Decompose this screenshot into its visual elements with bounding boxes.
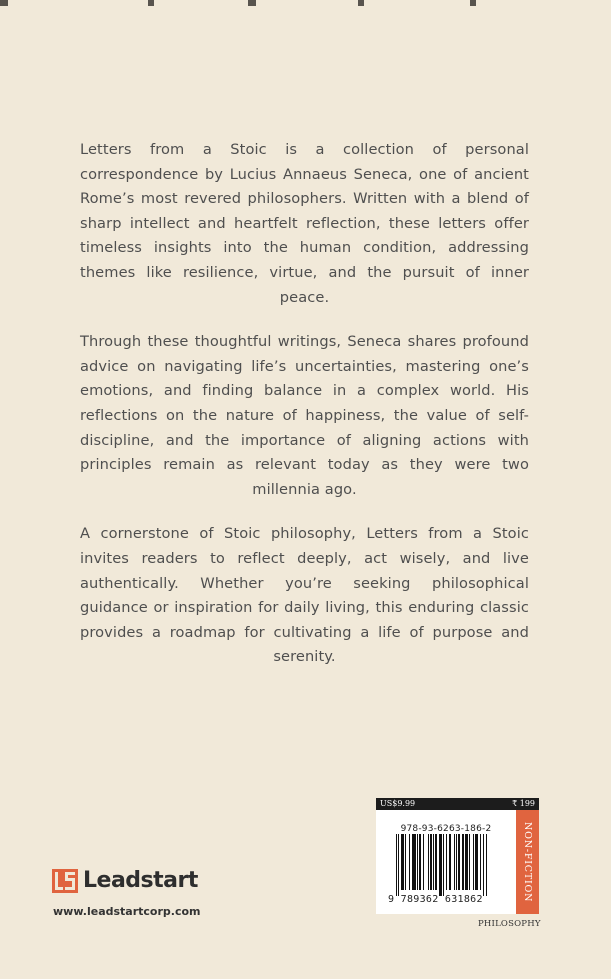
- publisher-name: Leadstart: [83, 867, 198, 893]
- blurb-paragraph-1: Letters from a Stoic is a collection of personal correspondence by Lucius Annaeus Seneca, one of ancient Rome’s most revered philosophers. Written with a blend of sharp intellect and heartfelt reflection, these letters offer timeless insights into the human condition, addressing themes like resilience, virtue, and the pursuit of inner peace.: [80, 141, 529, 306]
- publisher-logo: [52, 867, 198, 893]
- price-usd: US$9.99: [380, 799, 416, 808]
- back-cover-blurb: [80, 138, 529, 690]
- blurb-paragraph-3: A cornerstone of Stoic philosophy, Letters from a Stoic invites readers to reflect deeply, act wisely, and live authentically. Whether you’re seeking philosophical guidance or inspiration for daily living, this enduring classic provides a roadmap for cultivating a life of purpose and serenity.: [80, 525, 529, 666]
- publisher-url: www.leadstartcorp.com: [53, 905, 201, 918]
- isbn-number: 978-93-6263-186-2: [400, 824, 492, 834]
- genre-tab: [516, 810, 539, 914]
- blurb-paragraph-2: Through these thoughtful writings, Seneca shares profound advice on navigating life’s uncertainties, mastering one’s emotions, and finding balance in a complex world. His reflections on the nature of happiness, the value of self-discipline, and the importance of aligning actions with principles remain as relevant today as they were two millennia ago.: [80, 333, 529, 498]
- isbn-barcode-block: [376, 798, 539, 914]
- barcode-bars: [396, 834, 514, 896]
- ean-digits: 9 789362 631862: [388, 894, 483, 905]
- barcode-bar: [486, 834, 487, 896]
- price-inr: ₹ 199: [512, 799, 535, 808]
- top-edge-strip: [0, 0, 611, 6]
- price-bar: [376, 798, 539, 810]
- genre-label: NON-FICTION: [522, 821, 533, 903]
- category-label: PHILOSOPHY: [478, 919, 541, 929]
- leadstart-logo-icon: [52, 867, 78, 893]
